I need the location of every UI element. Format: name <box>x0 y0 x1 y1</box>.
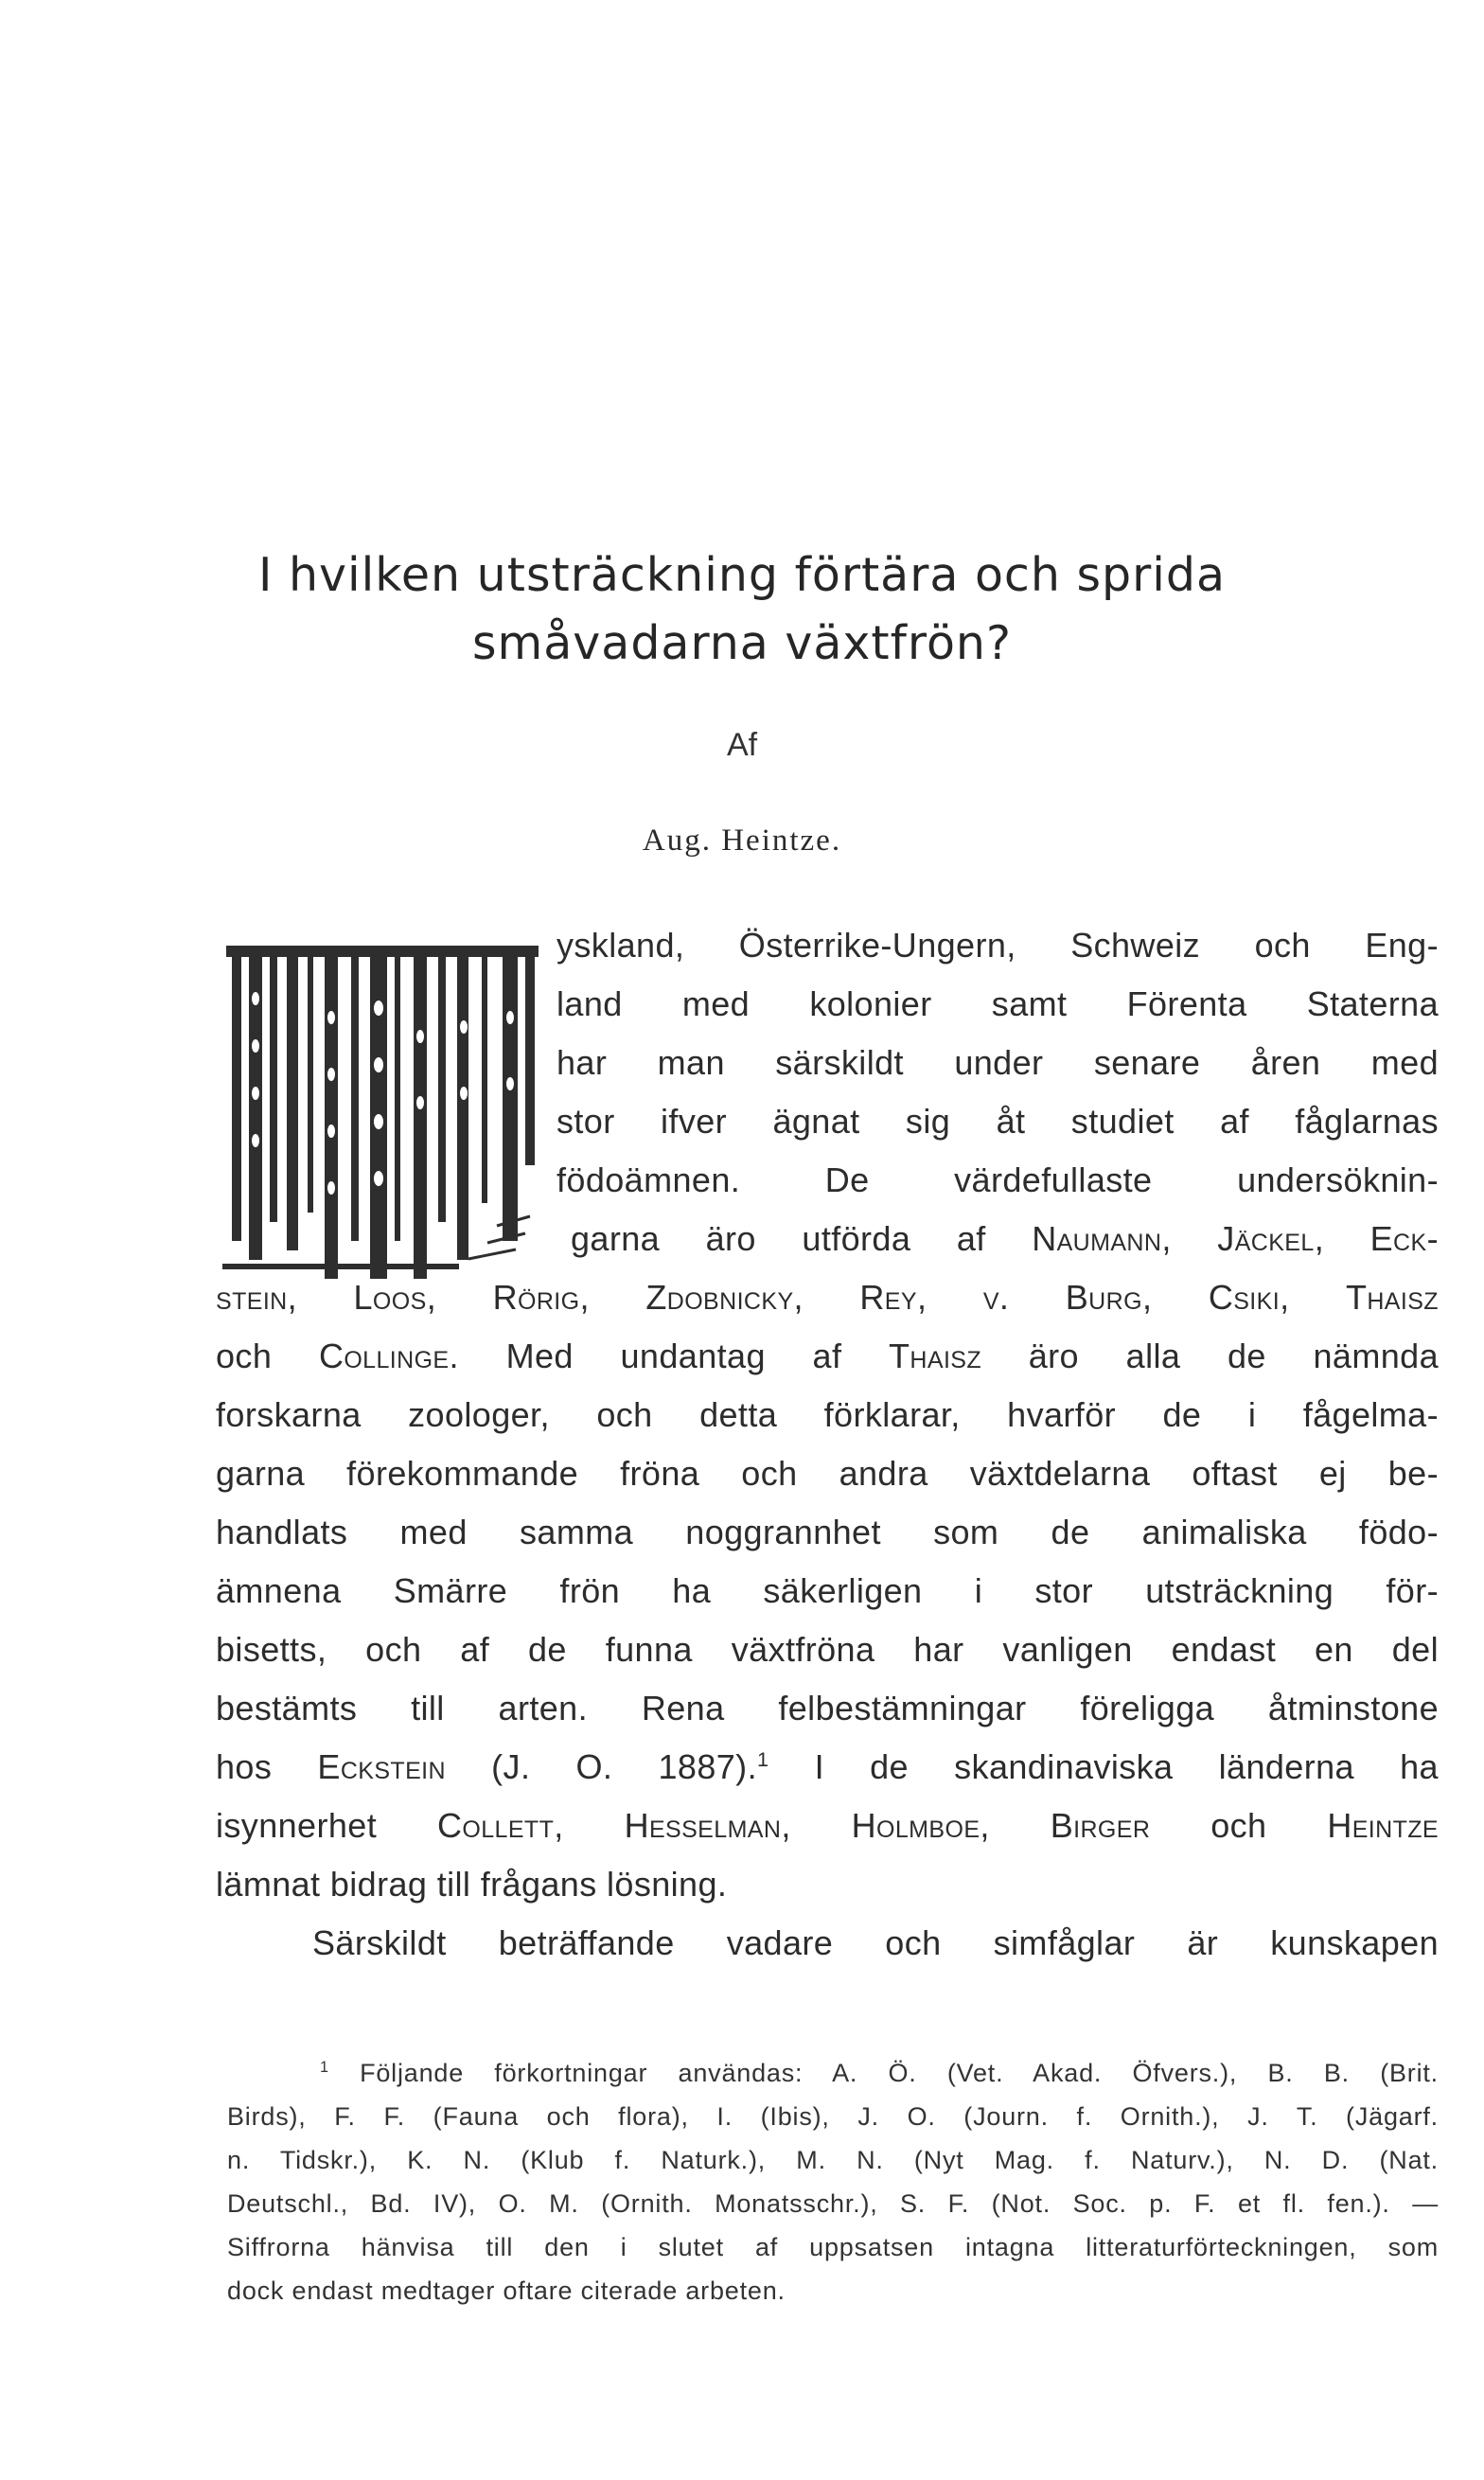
footnote-line: Siffrorna hänvisa till den i slutet af uppsatsen intagna litteraturförteckningen, som <box>227 2233 1439 2261</box>
title-line-1: I hvilken utsträckning förtära och sprida <box>257 548 1227 602</box>
body-line: lämnat bidrag till frågans lösning. <box>216 1865 728 1904</box>
footnote-line: Birds), F. F. (Fauna och flora), I. (Ibis), J. O. (Journ. f. Ornith.), J. T. (Jägarf. <box>227 2102 1439 2131</box>
title-line-2: småvadarna växtfrön? <box>472 616 1012 670</box>
body-line: yskland, Österrike-Ungern, Schweiz och Eng- <box>556 926 1439 965</box>
body-line: garna äro utförda af Naumann, Jäckel, Eck- <box>571 1219 1439 1258</box>
article-title <box>0 541 1484 678</box>
footnote-line: dock endast medtager oftare citerade arbeten. <box>227 2276 786 2305</box>
body-line: isynnerhet Collett, Hesselman, Holmboe, Birger och Heintze <box>216 1806 1440 1845</box>
body-line: har man särskildt under senare åren med <box>556 1043 1439 1082</box>
body-line: ämnena Smärre frön ha säkerligen i stor utsträckning för- <box>216 1571 1439 1610</box>
decorative-initial-t-icon <box>213 932 544 1290</box>
body-line: handlats med samma noggrannhet som de animaliska födo- <box>216 1513 1439 1551</box>
footnote-line: Deutschl., Bd. IV), O. M. (Ornith. Monatsschr.), S. F. (Not. Soc. p. F. et fl. fen.). — <box>227 2189 1439 2218</box>
body-line: bestämts till arten. Rena felbestämningar föreligga åtminstone <box>216 1689 1439 1727</box>
body-line: Särskildt beträffande vadare och simfåglar är kunskapen <box>312 1923 1439 1962</box>
body-line: stein, Loos, Rörig, Zdobnicky, Rey, v. Burg, Csiki, Thaisz <box>216 1278 1439 1317</box>
body-line: hos Eckstein (J. O. 1887).$^1$ I de skandinaviska länderna ha <box>216 1747 1439 1786</box>
footnote-ref: 1 <box>756 1747 769 1771</box>
body-line: garna förekommande fröna och andra växtdelarna oftast ej be- <box>216 1454 1439 1493</box>
body-line: födoämnen. De värdefullaste undersöknin- <box>556 1160 1439 1199</box>
body-line: land med kolonier samt Förenta Staterna <box>556 984 1439 1023</box>
body-line: stor ifver ägnat sig åt studiet af fåglarnas <box>556 1102 1439 1141</box>
byline-af: Af <box>726 727 758 763</box>
footnote-line: n. Tidskr.), K. N. (Klub f. Naturk.), M. N. (Nyt Mag. f. Naturv.), N. D. (Nat. <box>227 2146 1439 2174</box>
body-line: och Collinge. Med undantag af Thaisz äro alla de nämnda <box>216 1337 1439 1375</box>
author-name: Aug. Heintze. <box>642 824 842 858</box>
footnote-marker: 1 <box>320 2059 329 2076</box>
body-line: bisetts, och af de funna växtfröna har vanligen endast en del <box>216 1630 1439 1669</box>
footnote-line: $^1$ Följande förkortningar användas: A. Ö. (Vet. Akad. Öfvers.), B. B. (Brit. <box>320 2059 1439 2087</box>
body-line: forskarna zoologer, och detta förklarar, hvarför de i fågelma- <box>216 1395 1439 1434</box>
